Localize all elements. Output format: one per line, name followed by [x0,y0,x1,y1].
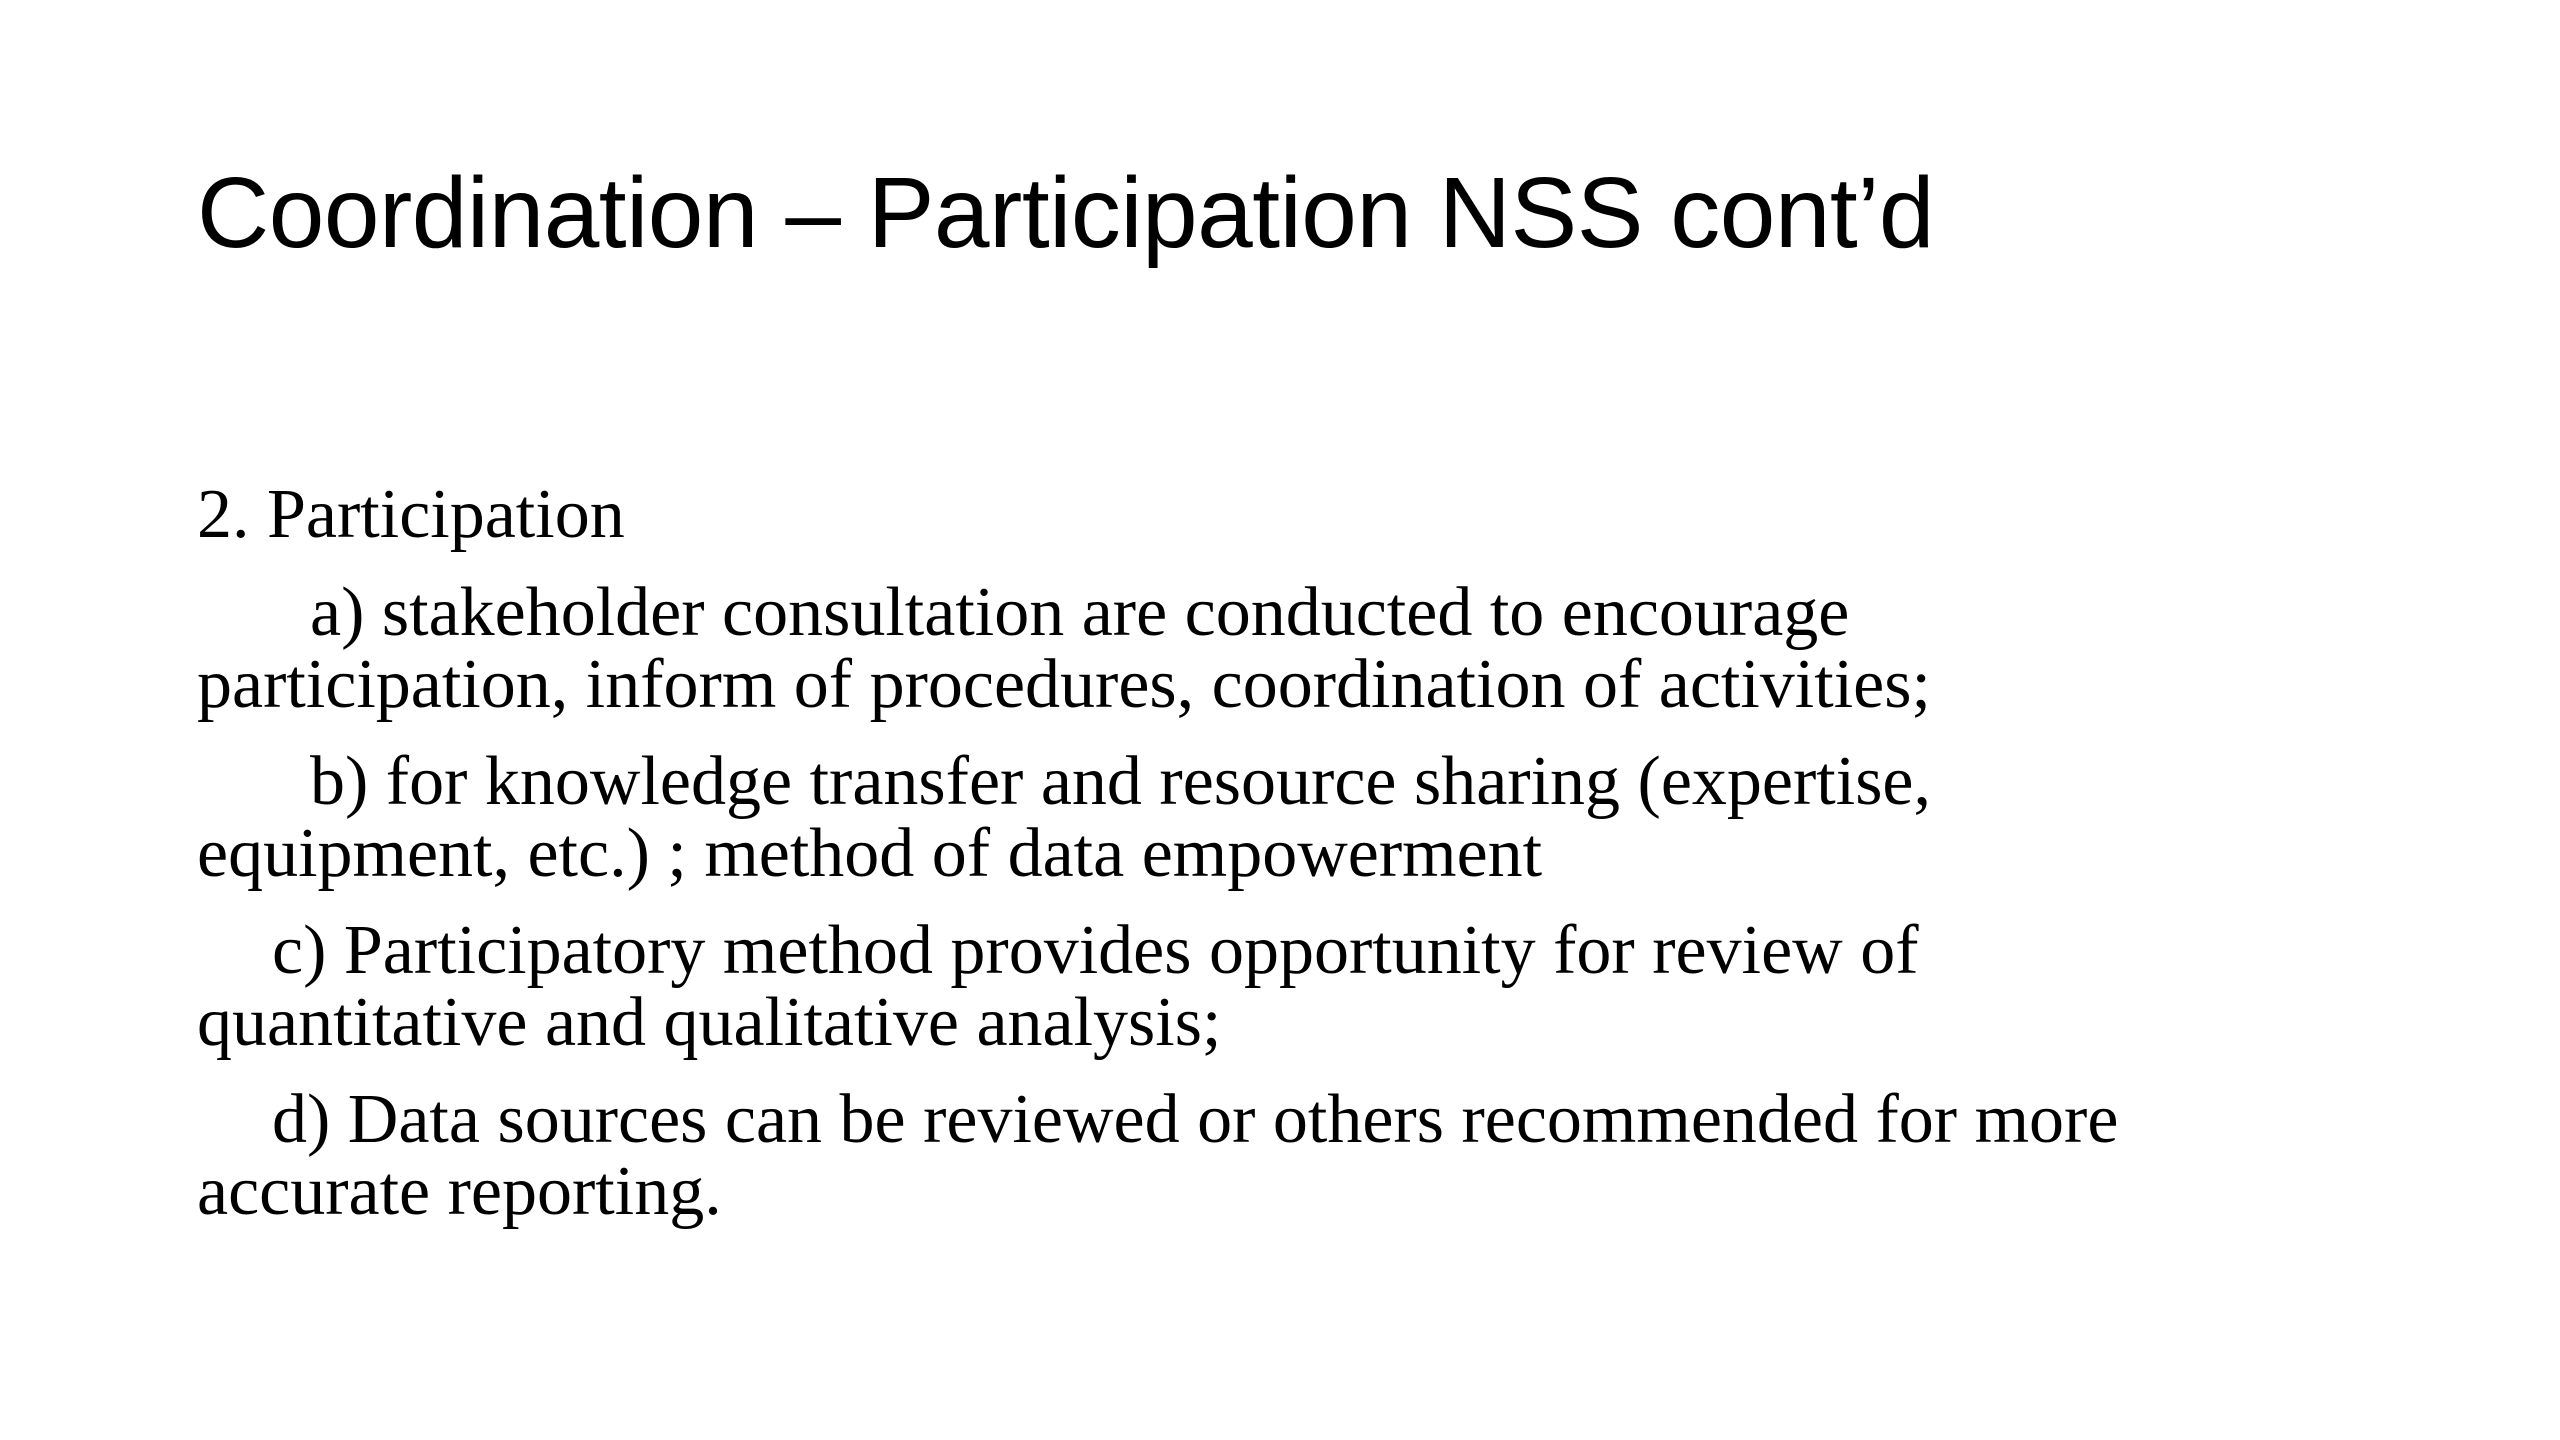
list-item-d [197,1081,2447,1231]
list-item-a-line2: participation, inform of procedures, coordination of activities; [197,645,1931,723]
slide-title: Coordination – Participation NSS cont’d [197,157,1935,269]
list-item-d-line1: d) Data sources can be reviewed or others recommended for more [272,1081,2119,1159]
list-item-b [197,742,2447,892]
list-item-c-line1: c) Participatory method provides opportunity for review of [272,911,1919,989]
list-item-b-line2: equipment, etc.) ; method of data empowerment [197,814,1543,892]
list-item-a-line1: a) stakeholder consultation are conducted to encourage [310,573,1850,651]
section-heading: 2. Participation [197,476,625,553]
list-item-a [197,573,2447,723]
slide-body [197,476,2447,1231]
list-item-c-line2: quantitative and qualitative analysis; [197,983,1222,1061]
list-item-b-line1: b) for knowledge transfer and resource sharing (expertise, [310,742,1932,820]
list-item-d-line2: accurate reporting. [197,1153,722,1231]
list-item-c [197,911,2447,1061]
